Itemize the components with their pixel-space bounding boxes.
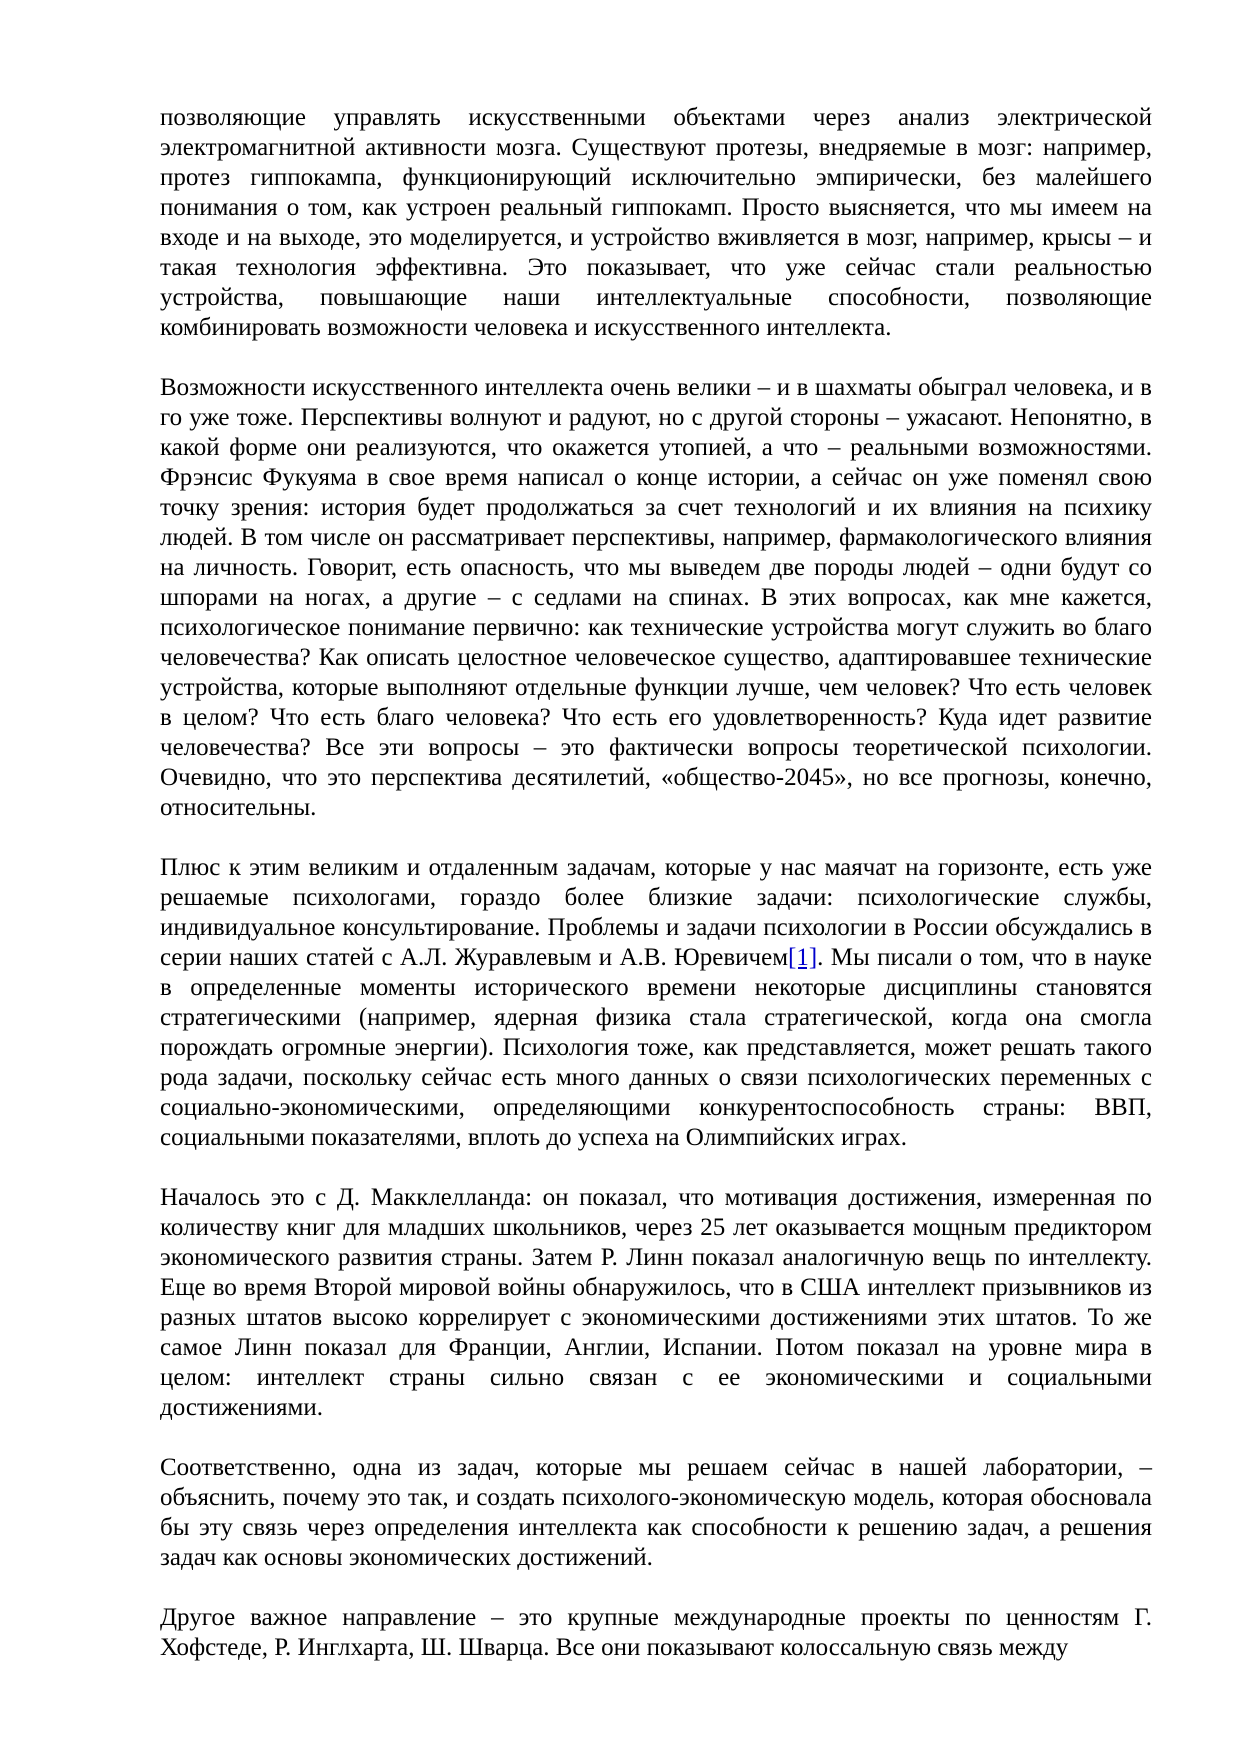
paragraph-values-projects: Другое важное направление – это крупные международные проекты по ценностям Г. Хофстеде, Р. Инглхарта, Ш. Шварца. Все они показывают колоссальную связь между	[160, 1604, 1152, 1661]
paragraph-strategic-psychology	[160, 853, 1152, 1153]
paragraph-strategic-psychology-pre-link: Плюс к этим великим и отдаленным задачам, которые у нас маячат на горизонте, есть уже решаемые психологами, гораздо более близкие задачи: психологические службы, индивидуальное консультирование. Проблемы и задачи психологии в России обсуждались в серии наших статей с А.Л. Журавлевым и А.В. Юревичем	[160, 854, 1152, 971]
paragraph-brain-prosthetics: позволяющие управлять искусственными объектами через анализ электрической электромагнитной активности мозга. Существуют протезы, внедряемые в мозг: например, протез гиппокампа, функционирующий исключительно эмпирически, без малейшего понимания о том, как устроен реальный гиппокамп. Просто выясняется, что мы имеем на входе и на выходе, это моделируется, и устройство вживляется в мозг, например, крысы – и такая технология эффективна. Это показывает, что уже сейчас стали реальностью устройства, повышающие наши интеллектуальные способности, позволяющие комбинировать возможности человека и искусственного интеллекта.	[160, 104, 1152, 341]
paragraph-strategic-psychology-post-link: . Мы писали о том, что в науке в определенные моменты исторического времени некоторые дисциплины становятся стратегическими (например, ядерная физика стала стратегической, когда она смогла порождать огромные энергии). Психология тоже, как представляется, может решать такого рода задачи, поскольку сейчас есть много данных о связи психологических переменных с социально-экономическими, определяющими конкурентоспособность страны: ВВП, социальными показателями, вплоть до успеха на Олимпийских играх.	[160, 944, 1152, 1151]
footnote-1-link[interactable]: [1]	[788, 944, 818, 971]
paragraph-lab-task: Соответственно, одна из задач, которые мы решаем сейчас в нашей лаборатории, – объяснить, почему это так, и создать психолого-экономическую модель, которая обосновала бы эту связь через определения интеллекта как способности к решению задач, а решения задач как основы экономических достижений.	[160, 1454, 1152, 1571]
paragraph-ai-possibilities: Возможности искусственного интеллекта очень велики – и в шахматы обыграл человека, и в го уже тоже. Перспективы волнуют и радуют, но с другой стороны – ужасают. Непонятно, в какой форме они реализуются, что окажется утопией, а что – реальными возможностями. Фрэнсис Фукуяма в свое время написал о конце истории, а сейчас он уже поменял свою точку зрения: история будет продолжаться за счет технологий и их влияния на психику людей. В том числе он рассматривает перспективы, например, фармакологического влияния на личность. Говорит, есть опасность, что мы выведем две породы людей – одни будут со шпорами на ногах, а другие – с седлами на спинах. В этих вопросах, как мне кажется, психологическое понимание первично: как технические устройства могут служить во благо человечества? Как описать целостное человеческое существо, адаптировавшее технические устройства, которые выполняют отдельные функции лучше, чем человек? Что есть человек в целом? Что есть благо человека? Что есть его удовлетворенность? Куда идет развитие человечества? Все эти вопросы – это фактически вопросы теоретической психологии. Очевидно, что это перспектива десятилетий, «общество-2045», но все прогнозы, конечно, относительны.	[160, 374, 1152, 821]
document-text-block	[160, 103, 1152, 1663]
paragraph-mcclelland-lynn: Началось это с Д. Макклелланда: он показал, что мотивация достижения, измеренная по количеству книг для младших школьников, через 25 лет оказывается мощным предиктором экономического развития страны. Затем Р. Линн показал аналогичную вещь по интеллекту. Еще во время Второй мировой войны обнаружилось, что в США интеллект призывников из разных штатов высоко коррелирует с экономическими достижениями этих штатов. То же самое Линн показал для Франции, Англии, Испании. Потом показал на уровне мира в целом: интеллект страны сильно связан с ее экономическими и социальными достижениями.	[160, 1184, 1152, 1421]
